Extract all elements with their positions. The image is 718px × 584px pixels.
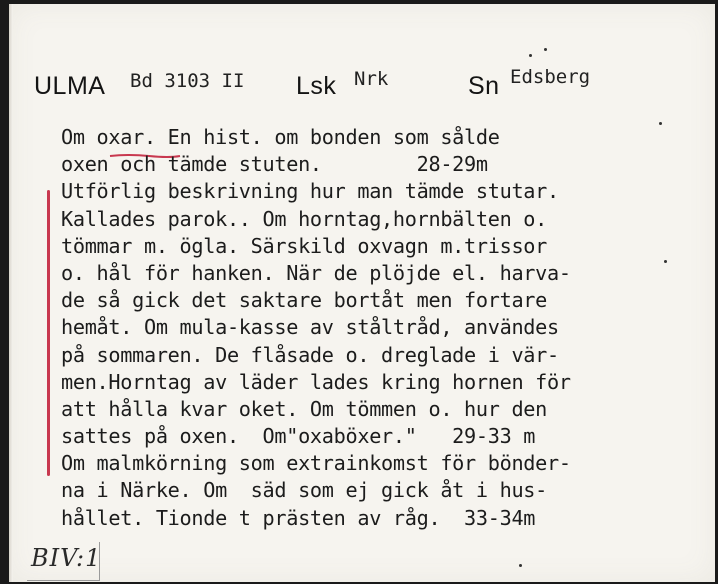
catalog-mark: BIV:1 [31,544,102,572]
landskap-value: Nrk [354,68,389,90]
text-line: tömmar m. ögla. Särskild oxvagn m.trissor [61,233,548,258]
archive-card [9,4,715,582]
socken-value: Edsberg [510,66,591,88]
text-line: Om oxar. En hist. om bonden som sålde [61,125,500,149]
text-line: oxen och tämde stuten. 28-29m [61,152,488,177]
socken-label: Sn [468,72,500,100]
text-line: de så gick det saktare bortåt men fortare [61,288,548,313]
text-line: Om malmkörning som extrainkomst för bönder- [61,451,571,476]
speck [529,54,532,57]
card-body-text [61,124,701,532]
text-line: på sommaren. De flåsade o. dreglade i vär- [61,342,559,367]
text-line: Utförlig beskrivning hur man tämde stutar. [61,179,559,204]
landskap-label: Lsk [296,72,337,100]
text-line: Kallades parok.. Om horntag,hornbälten o. [61,206,548,231]
speck [544,48,547,51]
text-line: hållet. Tionde t prästen av råg. 33-34m [61,505,536,530]
text-line: sattes på oxen. Om"oxaböxer." 29-33 m [61,424,536,449]
text-line: o. hål för hanken. När de plöjde el. harva- [61,260,571,285]
text-line: att hålla kvar oket. Om tömmen o. hur den [61,396,548,421]
text-line: na i Närke. Om säd som ej gick åt i hus- [61,478,548,503]
text-line: hemåt. Om mula-kasse av ståltråd, användes [61,315,559,340]
card-edge [9,4,13,582]
speck [519,564,522,567]
red-margin-mark [47,190,50,476]
archive-label: ULMA [34,72,106,100]
volume-value: Bd 3103 II [130,70,245,92]
text-line: men.Horntag av läder lades kring hornen för [61,369,571,394]
